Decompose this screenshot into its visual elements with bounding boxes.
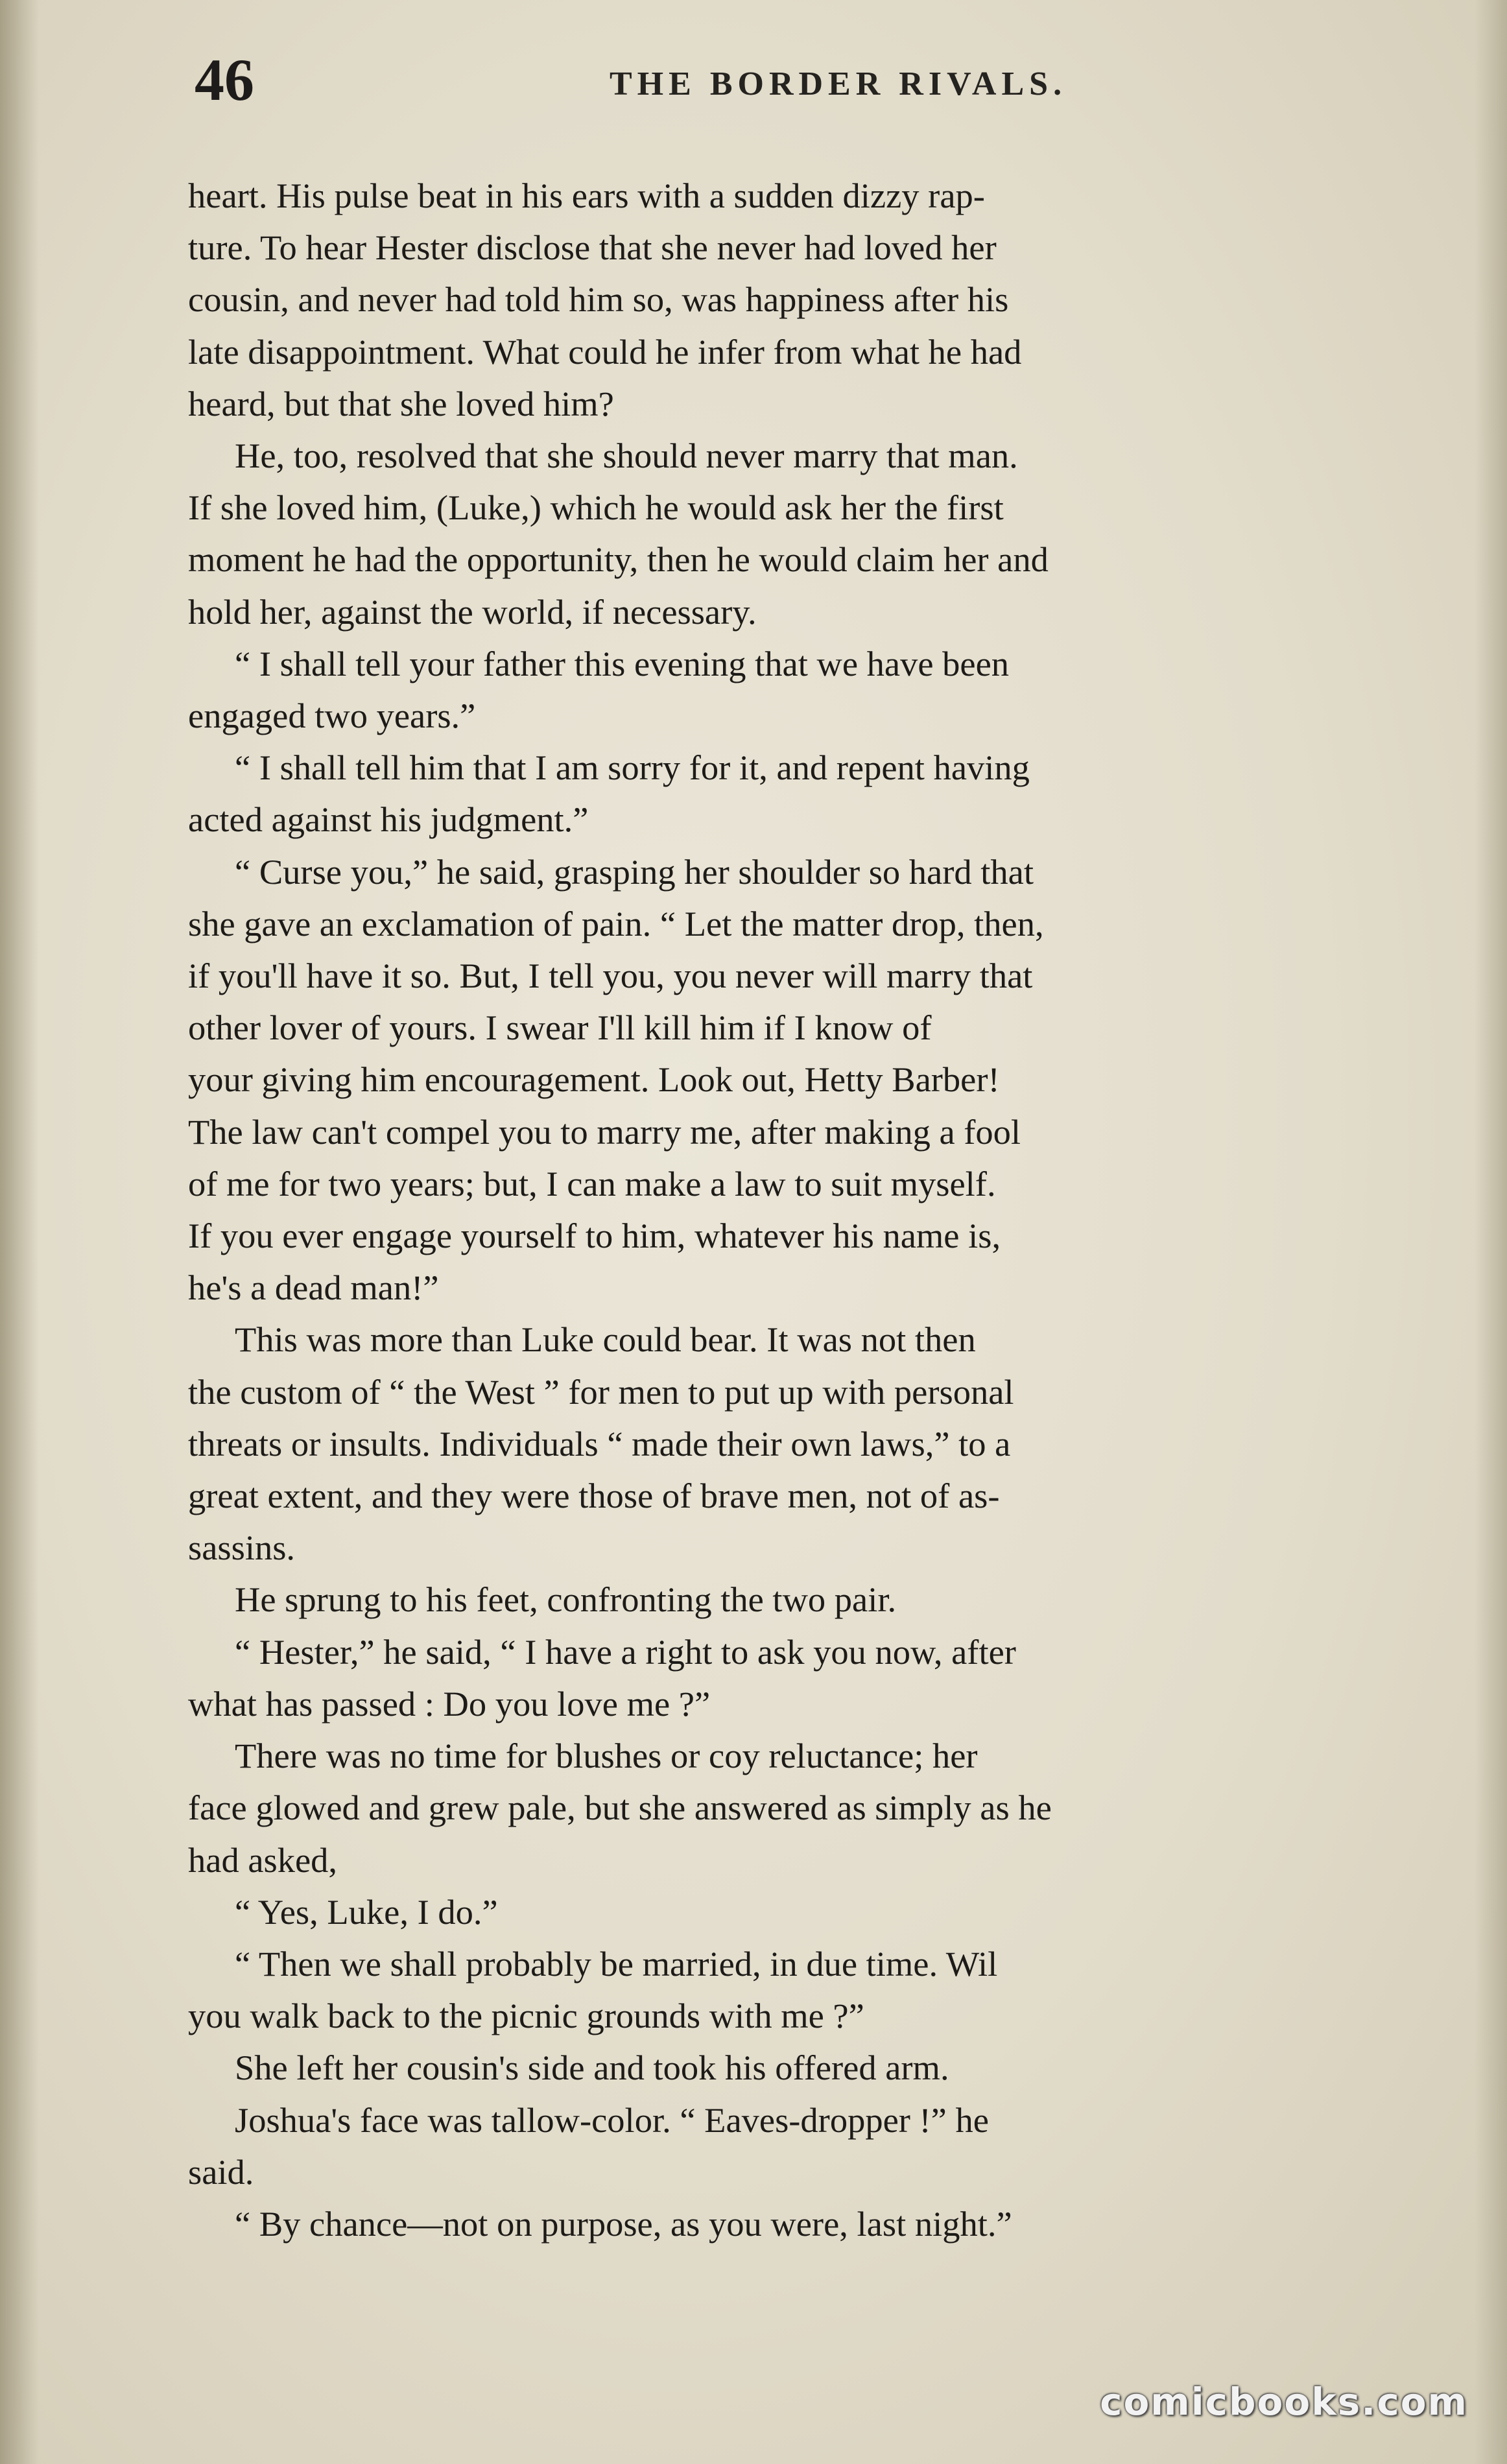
text-line: late disappointment. What could he infer from what he had: [188, 331, 1022, 372]
text-line: said.: [188, 2151, 254, 2192]
page-shadow-right: [1475, 0, 1507, 2464]
text-line: what has passed : Do you love me ?”: [188, 1683, 711, 1724]
body-text: [188, 170, 1443, 2250]
text-line: other lover of yours. I swear I'll kill him if I know of: [188, 1008, 932, 1048]
text-line: This was more than Luke could bear. It was not then: [235, 1320, 976, 1360]
text-line: had asked,: [188, 1840, 338, 1880]
text-line: “ By chance—not on purpose, as you were, last night.”: [235, 2203, 1012, 2244]
text-line: He sprung to his feet, confronting the two pair.: [235, 1580, 897, 1620]
text-line: ture. To hear Hester disclose that she never had loved her: [188, 228, 997, 268]
text-line: heard, but that she loved him?: [188, 383, 614, 423]
text-line: “ Hester,” he said, “ I have a right to ask you now, after: [235, 1631, 1016, 1672]
text-line: sassins.: [188, 1528, 296, 1568]
text-line: Joshua's face was tallow-color. “ Eaves-dropper !” he: [235, 2100, 989, 2140]
text-line: He, too, resolved that she should never marry that man.: [235, 436, 1018, 476]
text-line: hold her, against the world, if necessary.: [188, 591, 757, 632]
text-line: engaged two years.”: [188, 696, 476, 736]
text-line: “ I shall tell your father this evening that we have been: [235, 643, 1010, 683]
text-line: She left her cousin's side and took his offered arm.: [235, 2048, 949, 2088]
text-line: moment he had the opportunity, then he would claim her and: [188, 539, 1049, 580]
text-line: your giving him encouragement. Look out, Hetty Barber!: [188, 1060, 1000, 1100]
text-line: great extent, and they were those of brave men, not of as-: [188, 1476, 1000, 1516]
text-line: If you ever engage yourself to him, whatever his name is,: [188, 1216, 1001, 1256]
page-number: 46: [195, 47, 254, 113]
text-line: “ Then we shall probably be married, in due time. Wil: [235, 1943, 998, 1984]
text-line: acted against his judgment.”: [188, 800, 589, 840]
text-line: if you'll have it so. But, I tell you, you never will marry that: [188, 956, 1033, 996]
text-line: “ Yes, Luke, I do.”: [235, 1891, 498, 1932]
text-line: threats or insults. Individuals “ made their own laws,” to a: [188, 1423, 1011, 1463]
text-line: of me for two years; but, I can make a law to suit myself.: [188, 1163, 996, 1203]
text-line: face glowed and grew pale, but she answered as simply as he: [188, 1788, 1052, 1828]
text-line: you walk back to the picnic grounds with me ?”: [188, 1996, 864, 2036]
text-line: The law can't compel you to marry me, after making a fool: [188, 1111, 1021, 1152]
text-line: the custom of “ the West ” for men to put up with personal: [188, 1371, 1014, 1412]
text-line: heart. His pulse beat in his ears with a sudden dizzy rap-: [188, 176, 985, 215]
text-line: cousin, and never had told him so, was happiness after his: [188, 279, 1009, 320]
text-line: “ I shall tell him that I am sorry for it, and repent having: [235, 748, 1030, 788]
text-line: There was no time for blushes or coy reluctance; her: [235, 1736, 978, 1776]
text-line: he's a dead man!”: [188, 1268, 439, 1308]
page-shadow-left: [0, 0, 39, 2464]
text-line: she gave an exclamation of pain. “ Let the matter drop, then,: [188, 903, 1044, 943]
running-head: THE BORDER RIVALS.: [610, 65, 1067, 102]
watermark: comicbooks.com: [1100, 2380, 1468, 2424]
text-line: If she loved him, (Luke,) which he would ask her the first: [188, 488, 1004, 528]
page-header: [195, 45, 1440, 130]
text-line: “ Curse you,” he said, grasping her shoulder so hard that: [235, 851, 1034, 892]
